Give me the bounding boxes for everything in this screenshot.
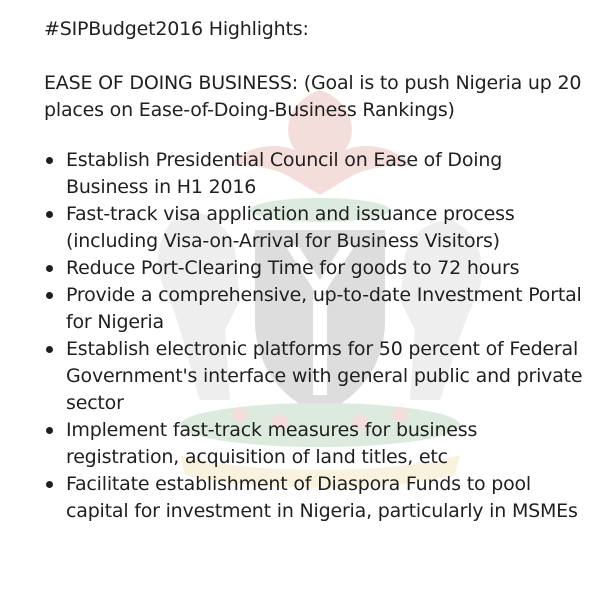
list-item-text: Provide a comprehensive, up-to-date Investment Portal for Nigeria [66,284,582,333]
list-item [44,255,584,282]
highlights-list [44,147,584,525]
list-item-text: Establish Presidential Council on Ease of Doing Business in H1 2016 [66,149,503,198]
list-item [44,471,584,525]
bullet-icon [46,346,53,353]
list-item-text: Implement fast-track measures for business registration, acquisition of land titles, etc [66,419,478,468]
section-title: EASE OF DOING BUSINESS: (Goal is to push Nigeria up 20 places on Ease-of-Doing-Business Rankings) [44,72,582,121]
bullet-icon [46,265,53,272]
list-item [44,417,584,471]
list-item-text: Fast-track visa application and issuance process (including Visa-on-Arrival for Business Visitors) [66,203,515,252]
highlights-content [44,16,584,525]
bullet-icon [46,211,53,218]
list-item-text: Establish electronic platforms for 50 percent of Federal Government's interface with general public and private sector [66,338,583,414]
list-item-text: Reduce Port-Clearing Time for goods to 72 hours [66,257,520,279]
list-item [44,201,584,255]
list-item-text: Facilitate establishment of Diaspora Funds to pool capital for investment in Nigeria, particularly in MSMEs [66,473,578,522]
bullet-icon [46,292,53,299]
list-item [44,147,584,201]
bullet-icon [46,481,53,488]
bullet-icon [46,157,53,164]
list-item [44,282,584,336]
bullet-icon [46,427,53,434]
list-item [44,336,584,417]
page-title: #SIPBudget2016 Highlights: [44,18,309,40]
